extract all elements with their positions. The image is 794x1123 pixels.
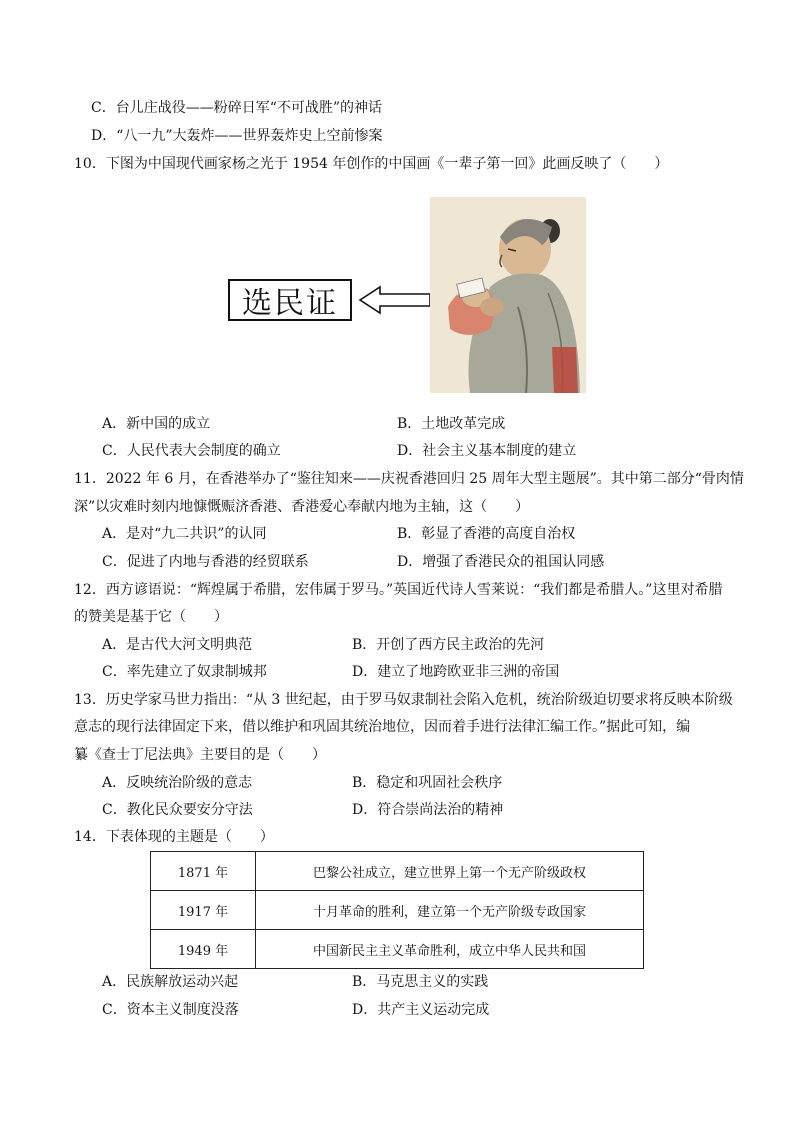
question-14-stem (74, 827, 274, 847)
option-text: 民族解放运动兴起 (126, 974, 239, 990)
option-text: 增强了香港民众的祖国认同感 (422, 554, 605, 570)
voter-card-label-box (228, 279, 352, 321)
option-text: 率先建立了奴隶制城邦 (126, 664, 267, 680)
left-arrow-icon (358, 285, 432, 315)
option-key: D． (352, 802, 378, 818)
question-text: 历史学家马世力指出：“从 3 世纪起，由于罗马奴隶制社会陷入危机，统治阶级迫切要求将反映本阶级 (105, 692, 733, 708)
option-a[interactable] (102, 972, 238, 992)
option-text: 共产主义运动完成 (377, 1002, 490, 1018)
option-a[interactable] (102, 414, 210, 434)
option-key: C． (102, 554, 127, 570)
option-text: 促进了内地与香港的经贸联系 (126, 554, 309, 570)
question-12-stem-cont (74, 607, 228, 627)
table-row (151, 852, 644, 891)
question-text: 的赞美是基于它（ ） (74, 609, 228, 625)
option-key: A． (102, 526, 127, 542)
option-c[interactable] (102, 441, 281, 461)
option-key: D． (91, 128, 117, 144)
option-text: 彰显了香港的高度自治权 (421, 526, 576, 542)
option-key: C． (102, 443, 127, 459)
option-c[interactable] (102, 800, 253, 820)
option-key: C． (91, 100, 116, 116)
question-13-stem-cont1 (74, 717, 690, 737)
question-text: 西方谚语说：“辉煌属于希腊，宏伟属于罗马。”英国近代诗人雪莱说：“我们都是希腊人。”这里对希腊 (105, 582, 723, 598)
option-key: B． (352, 637, 377, 653)
question-number: 10． (74, 156, 106, 172)
question-text: 下图为中国现代画家杨之光于 1954 年创作的中国画《一辈子第一回》此画反映了（ ） (105, 156, 669, 172)
option-d[interactable] (352, 1000, 489, 1020)
option-text: “八一九”大轰炸——世界轰炸史上空前惨案 (116, 128, 383, 144)
option-text: 反映统治阶级的意志 (126, 775, 253, 791)
option-text: 稳定和巩固社会秩序 (376, 775, 503, 791)
option-text: 建立了地跨欧亚非三洲的帝国 (377, 664, 560, 680)
option-key: D． (397, 554, 423, 570)
table-row (151, 891, 644, 930)
event-cell: 巴黎公社成立，建立世界上第一个无产阶级政权 (256, 852, 644, 891)
year-cell: 1917 年 (151, 891, 256, 930)
option-text: 资本主义制度没落 (126, 1002, 239, 1018)
question-text: 下表体现的主题是（ ） (105, 829, 274, 845)
event-cell: 中国新民主主义革命胜利，成立中华人民共和国 (256, 930, 644, 969)
option-b[interactable] (397, 524, 575, 544)
option-b[interactable] (352, 773, 502, 793)
option-a[interactable] (102, 635, 252, 655)
option-key: A． (102, 775, 127, 791)
year-cell: 1949 年 (151, 930, 256, 969)
option-d[interactable] (91, 126, 383, 146)
option-text: 是古代大河文明典范 (126, 637, 253, 653)
question-13-stem-cont2 (74, 745, 326, 765)
option-key: B． (352, 775, 377, 791)
question-11-stem-cont (74, 497, 529, 517)
events-table (150, 851, 644, 969)
question-text: 深”以灾难时刻内地慷慨赈济香港、香港爱心奉献内地为主轴，这（ ） (74, 499, 530, 515)
option-text: 土地改革完成 (421, 416, 506, 432)
option-text: 开创了西方民主政治的先河 (376, 637, 545, 653)
option-key: A． (102, 637, 127, 653)
option-b[interactable] (352, 635, 544, 655)
option-d[interactable] (397, 552, 604, 572)
option-text: 马克思主义的实践 (376, 974, 489, 990)
voter-card-label: 选民证 (242, 286, 338, 321)
question-10-stem (74, 154, 668, 174)
option-key: B． (352, 974, 377, 990)
option-key: C． (102, 802, 127, 818)
option-key: A． (102, 974, 127, 990)
question-text: 2022 年 6 月，在香港举办了“鉴往知来——庆祝香港回归 25 周年大型主题展”。其中第二部分“骨肉情 (105, 471, 744, 487)
option-key: D． (352, 664, 378, 680)
option-key: D． (352, 1002, 378, 1018)
year-cell: 1871 年 (151, 852, 256, 891)
option-d[interactable] (352, 662, 559, 682)
question-number: 11． (74, 471, 106, 487)
question-number: 12． (74, 582, 106, 598)
option-c[interactable] (102, 662, 267, 682)
option-key: D． (397, 443, 423, 459)
option-text: 符合崇尚法治的精神 (377, 802, 504, 818)
option-text: 是对“九二共识”的认同 (126, 526, 267, 542)
option-c[interactable] (91, 98, 382, 118)
option-key: A． (102, 416, 127, 432)
option-text: 教化民众要安分守法 (126, 802, 253, 818)
option-b[interactable] (352, 972, 488, 992)
question-12-stem (74, 580, 722, 600)
option-text: 新中国的成立 (126, 416, 211, 432)
option-c[interactable] (102, 552, 309, 572)
table-row (151, 930, 644, 969)
option-key: B． (397, 416, 422, 432)
option-text: 社会主义基本制度的建立 (422, 443, 577, 459)
option-a[interactable] (102, 524, 266, 544)
option-a[interactable] (102, 773, 252, 793)
option-text: 台儿庄战役——粉碎日军“不可战胜”的神话 (115, 100, 383, 116)
option-text: 人民代表大会制度的确立 (126, 443, 281, 459)
question-text: 纂《查士丁尼法典》主要目的是（ ） (74, 747, 326, 763)
painting-image (430, 197, 586, 393)
option-d[interactable] (397, 441, 576, 461)
question-text: 意志的现行法律固定下来，借以维护和巩固其统治地位，因而着手进行法律汇编工作。”据此可知，编 (74, 719, 691, 735)
event-cell: 十月革命的胜利，建立第一个无产阶级专政国家 (256, 891, 644, 930)
option-d[interactable] (352, 800, 503, 820)
question-13-stem (74, 690, 733, 710)
option-key: C． (102, 664, 127, 680)
question-11-stem (74, 469, 744, 489)
question-number: 14． (74, 829, 106, 845)
option-c[interactable] (102, 1000, 239, 1020)
question-number: 13． (74, 692, 106, 708)
option-b[interactable] (397, 414, 505, 434)
option-key: C． (102, 1002, 127, 1018)
painting-figure (228, 197, 588, 393)
option-key: B． (397, 526, 422, 542)
